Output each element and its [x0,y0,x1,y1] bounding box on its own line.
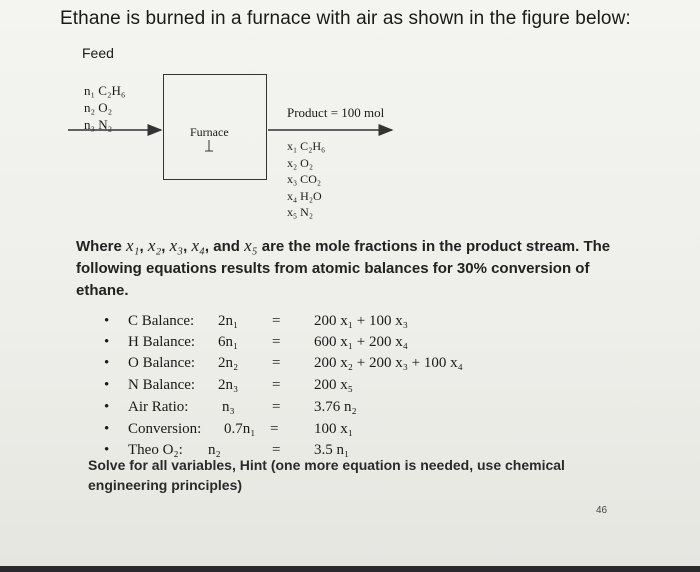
furnace-label: Furnace [190,125,229,139]
var-x4: x₄ [191,236,205,255]
balance-lhs: 2n₃ [218,377,239,393]
balance-carbon [104,313,524,333]
balance-equals: = [272,442,281,458]
balance-conversion [104,421,524,441]
bullet-icon: • [104,399,110,415]
balance-rhs: 3.5 n₁ [314,442,350,458]
balance-lhs: 2n₁ [218,313,239,329]
balance-air-ratio [104,399,524,419]
product-comp-co2: x₃ CO₂ [287,172,322,186]
product-comp-nitrogen: x₅ N₂ [287,205,314,219]
balance-oxygen [104,355,524,375]
balance-rhs: 3.76 n₂ [314,399,357,415]
feed-label: Feed [82,45,114,61]
balance-rhs: 200 x₅ [314,377,353,393]
balance-equals: = [272,399,281,415]
balance-label: Conversion: [128,421,202,437]
balance-lhs: 6n₁ [218,334,239,350]
screen-edge [0,566,700,572]
balance-lhs: n₂ [208,442,221,458]
balance-lhs: 0.7n₁ [224,421,256,437]
product-comp-water: x₄ H₂O [287,188,322,203]
balance-rhs: 600 x₁ + 200 x₄ [314,334,408,350]
bullet-icon: • [104,442,110,458]
balance-nitrogen [104,377,524,397]
bullet-icon: • [104,377,110,393]
var-x3: x₃ [169,236,184,255]
balance-label: N Balance: [128,377,196,393]
var-x2: x₂ [147,236,162,255]
bullet-icon: • [104,355,110,371]
page-number: 46 [596,505,608,516]
feed-stream-ethane: n₁ C₂H₆ [84,83,126,98]
balance-label: Air Ratio: [128,399,189,415]
balance-equals: = [272,377,281,393]
bullet-icon: • [104,313,110,329]
var-x1: x₁ [126,236,140,255]
feed-stream-nitrogen: n₃ N₂ [84,117,113,132]
balance-label: O Balance: [128,355,196,371]
balance-label: H Balance: [128,334,196,350]
solve-instructions: Solve for all variables, Hint (one more equation is needed, use chemical engineering principles) [88,457,565,493]
product-components [287,138,325,221]
balance-equals: = [272,313,281,329]
balance-rhs: 200 x₂ + 200 x₃ + 100 x₄ [314,355,463,371]
balance-equals: = [272,355,281,371]
feed-stream-oxygen: n₂ O₂ [84,100,113,115]
balance-equals: = [272,334,281,350]
balance-hydrogen [104,334,524,354]
balance-equals: = [270,421,279,437]
product-comp-oxygen: x₂ O₂ [287,155,314,170]
page-title: Ethane is burned in a furnace with air as shown in the figure below: [60,8,631,29]
problem-statement: Where x₁, x₂, x₃, x₄, and x₅ are the mole fractions in the product stream. The following equations results from atomic balances for 30% conversion of ethane. [76,236,611,299]
balance-rhs: 200 x₁ + 100 x₃ [314,313,408,329]
balance-label: Theo O₂: [128,442,183,458]
product-label: Product = 100 mol [287,105,385,120]
balance-rhs: 100 x₁ [314,421,353,437]
product-comp-ethane: x₁ C₂H₆ [287,139,326,153]
var-x5: x₅ [244,236,258,255]
bullet-icon: • [104,334,110,350]
balance-lhs: n₃ [222,399,235,415]
balance-lhs: 2n₂ [218,355,239,371]
bullet-icon: • [104,421,110,437]
balance-label: C Balance: [128,313,195,329]
